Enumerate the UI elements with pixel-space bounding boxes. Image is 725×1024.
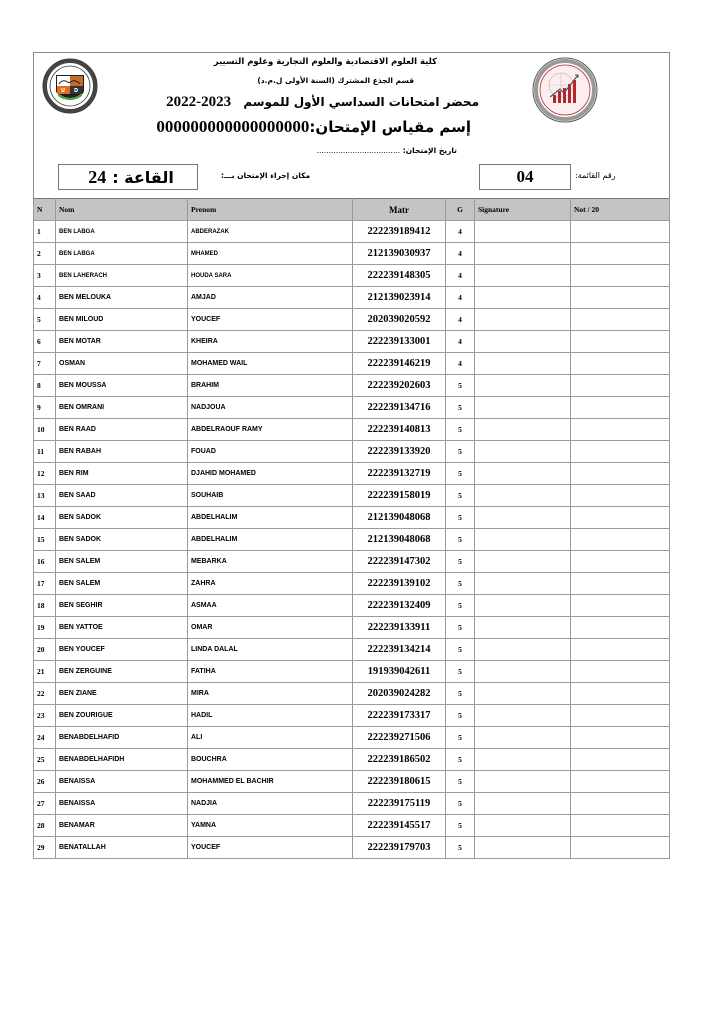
signature-cell[interactable] — [475, 287, 571, 309]
last-name: BEN SALEM — [56, 573, 188, 595]
row-number: 28 — [34, 815, 56, 837]
first-name: OMAR — [188, 617, 353, 639]
registration-number: 222239134214 — [353, 639, 446, 661]
table-row — [34, 573, 670, 595]
last-name: BEN YATTOE — [56, 617, 188, 639]
signature-cell[interactable] — [475, 353, 571, 375]
first-name: FOUAD — [188, 441, 353, 463]
row-number: 24 — [34, 727, 56, 749]
last-name: BEN MELOUKA — [56, 287, 188, 309]
row-number: 16 — [34, 551, 56, 573]
group-number: 4 — [446, 353, 475, 375]
row-number: 2 — [34, 243, 56, 265]
signature-cell[interactable] — [475, 551, 571, 573]
signature-cell[interactable] — [475, 837, 571, 859]
registration-number: 212139048068 — [353, 529, 446, 551]
registration-number: 212139048068 — [353, 507, 446, 529]
module-line — [156, 117, 471, 137]
signature-cell[interactable] — [475, 617, 571, 639]
last-name: BEN MOTAR — [56, 331, 188, 353]
table-row — [34, 727, 670, 749]
column-header-signature: Signature — [475, 199, 571, 221]
table-row — [34, 507, 670, 529]
registration-number: 222239271506 — [353, 727, 446, 749]
table-row — [34, 309, 670, 331]
group-number: 5 — [446, 507, 475, 529]
group-number: 5 — [446, 705, 475, 727]
last-name: BENATALLAH — [56, 837, 188, 859]
registration-number: 222239175119 — [353, 793, 446, 815]
faculty-emblem-icon — [530, 55, 600, 125]
group-number: 5 — [446, 617, 475, 639]
signature-cell[interactable] — [475, 243, 571, 265]
registration-number: 222239147302 — [353, 551, 446, 573]
table-row — [34, 793, 670, 815]
row-number: 22 — [34, 683, 56, 705]
registration-number: 222239189412 — [353, 221, 446, 243]
room-number: 24 — [88, 166, 107, 187]
list-number-label: رقم القائمة: — [575, 171, 616, 180]
group-number: 5 — [446, 837, 475, 859]
registration-number: 191939042611 — [353, 661, 446, 683]
column-header-grade: Not / 20 — [571, 199, 670, 221]
grade-cell[interactable] — [571, 793, 670, 815]
exam-place-label: مكان إجراء الإمتحان بـــ: — [221, 171, 311, 180]
row-number: 17 — [34, 573, 56, 595]
exam-date-label: تاريخ الإمتحان: — [402, 146, 457, 155]
academic-year: 2022-2023 — [166, 94, 232, 110]
signature-cell[interactable] — [475, 309, 571, 331]
registration-number: 222239139102 — [353, 573, 446, 595]
grade-cell[interactable] — [571, 265, 670, 287]
group-number: 5 — [446, 595, 475, 617]
signature-cell[interactable] — [475, 221, 571, 243]
table-row — [34, 529, 670, 551]
table-row — [34, 265, 670, 287]
faculty-name: كلية العلوم الاقتصادية والعلوم التجارية وعلوم التسيير — [213, 57, 437, 67]
row-number: 3 — [34, 265, 56, 287]
table-row — [34, 595, 670, 617]
group-number: 5 — [446, 485, 475, 507]
university-logo-icon — [42, 58, 98, 114]
last-name: BENAISSA — [56, 771, 188, 793]
room-box — [58, 164, 198, 190]
grade-cell[interactable] — [571, 309, 670, 331]
signature-cell[interactable] — [475, 397, 571, 419]
grade-cell[interactable] — [571, 441, 670, 463]
grade-cell[interactable] — [571, 771, 670, 793]
last-name: BEN OMRANI — [56, 397, 188, 419]
first-name: ASMAA — [188, 595, 353, 617]
table-row — [34, 617, 670, 639]
grade-cell[interactable] — [571, 551, 670, 573]
row-number: 23 — [34, 705, 56, 727]
table-row — [34, 661, 670, 683]
first-name: ABDERAZAK — [188, 221, 353, 243]
grade-cell[interactable] — [571, 463, 670, 485]
table-row — [34, 441, 670, 463]
table-row — [34, 353, 670, 375]
first-name: NADJIA — [188, 793, 353, 815]
group-number: 5 — [446, 683, 475, 705]
logo-letter-u: U — [61, 88, 66, 94]
registration-number: 222239140813 — [353, 419, 446, 441]
signature-cell[interactable] — [475, 419, 571, 441]
row-number: 20 — [34, 639, 56, 661]
table-row — [34, 419, 670, 441]
last-name: BEN SADOK — [56, 529, 188, 551]
row-number: 25 — [34, 749, 56, 771]
table-row — [34, 705, 670, 727]
grade-cell[interactable] — [571, 331, 670, 353]
room-label: القاعة : — [112, 167, 174, 187]
grade-cell[interactable] — [571, 287, 670, 309]
registration-number: 222239132719 — [353, 463, 446, 485]
row-number: 26 — [34, 771, 56, 793]
first-name: KHEIRA — [188, 331, 353, 353]
group-number: 4 — [446, 331, 475, 353]
first-name: MHAMED — [188, 243, 353, 265]
table-header-row — [34, 199, 670, 221]
table-row — [34, 287, 670, 309]
first-name: HADIL — [188, 705, 353, 727]
group-number: 5 — [446, 419, 475, 441]
table-row — [34, 221, 670, 243]
first-name: ABDELRAOUF RAMY — [188, 419, 353, 441]
signature-cell[interactable] — [475, 749, 571, 771]
row-number: 4 — [34, 287, 56, 309]
student-table — [33, 198, 670, 859]
first-name: YOUCEF — [188, 309, 353, 331]
table-row — [34, 837, 670, 859]
list-number: 04 — [516, 167, 534, 186]
grade-cell[interactable] — [571, 705, 670, 727]
minutes-title — [166, 94, 479, 111]
grade-cell[interactable] — [571, 749, 670, 771]
grade-cell[interactable] — [571, 837, 670, 859]
table-row — [34, 485, 670, 507]
sheet-header — [34, 53, 669, 199]
grade-cell[interactable] — [571, 727, 670, 749]
first-name: DJAHID MOHAMED — [188, 463, 353, 485]
last-name: BENABDELHAFID — [56, 727, 188, 749]
table-row — [34, 815, 670, 837]
last-name: BEN SADOK — [56, 507, 188, 529]
group-number: 5 — [446, 815, 475, 837]
signature-cell[interactable] — [475, 771, 571, 793]
last-name: BEN LABGA — [56, 243, 188, 265]
signature-cell[interactable] — [475, 441, 571, 463]
last-name: BEN RIM — [56, 463, 188, 485]
table-row — [34, 463, 670, 485]
grade-cell[interactable] — [571, 353, 670, 375]
last-name: BEN SEGHIR — [56, 595, 188, 617]
grade-cell[interactable] — [571, 529, 670, 551]
registration-number: 222239180615 — [353, 771, 446, 793]
first-name: ALI — [188, 727, 353, 749]
exam-date-value: ................................... — [316, 146, 401, 155]
registration-number: 222239133920 — [353, 441, 446, 463]
signature-cell[interactable] — [475, 815, 571, 837]
column-header-n: N — [34, 199, 56, 221]
registration-number: 222239146219 — [353, 353, 446, 375]
first-name: ZAHRA — [188, 573, 353, 595]
registration-number: 222239145517 — [353, 815, 446, 837]
first-name: MOHAMED WAIL — [188, 353, 353, 375]
first-name: FATIHA — [188, 661, 353, 683]
last-name: BEN SALEM — [56, 551, 188, 573]
row-number: 5 — [34, 309, 56, 331]
group-number: 5 — [446, 749, 475, 771]
first-name: BRAHIM — [188, 375, 353, 397]
last-name: BEN ZERGUINE — [56, 661, 188, 683]
last-name: BEN RAAD — [56, 419, 188, 441]
last-name: BEN MOUSSA — [56, 375, 188, 397]
signature-cell[interactable] — [475, 507, 571, 529]
registration-number: 212139030937 — [353, 243, 446, 265]
last-name: BEN ZIANE — [56, 683, 188, 705]
registration-number: 222239133911 — [353, 617, 446, 639]
table-row — [34, 683, 670, 705]
grade-cell[interactable] — [571, 617, 670, 639]
grade-cell[interactable] — [571, 573, 670, 595]
group-number: 5 — [446, 441, 475, 463]
first-name: YAMNA — [188, 815, 353, 837]
grade-cell[interactable] — [571, 815, 670, 837]
grade-cell[interactable] — [571, 243, 670, 265]
first-name: HOUDA SARA — [188, 265, 353, 287]
last-name: BEN LABGA — [56, 221, 188, 243]
grade-cell[interactable] — [571, 485, 670, 507]
registration-number: 222239173317 — [353, 705, 446, 727]
row-number: 11 — [34, 441, 56, 463]
column-header-nom: Nom — [56, 199, 188, 221]
signature-cell[interactable] — [475, 573, 571, 595]
table-body — [34, 221, 670, 859]
registration-number: 222239186502 — [353, 749, 446, 771]
first-name: MEBARKA — [188, 551, 353, 573]
grade-cell[interactable] — [571, 221, 670, 243]
table-row — [34, 243, 670, 265]
signature-cell[interactable] — [475, 639, 571, 661]
table-row — [34, 771, 670, 793]
department-name: قسم الجذع المشترك (السنة الأولى ل.م.د) — [257, 76, 414, 85]
group-number: 4 — [446, 309, 475, 331]
signature-cell[interactable] — [475, 529, 571, 551]
exam-sheet — [33, 52, 670, 199]
row-number: 14 — [34, 507, 56, 529]
last-name: BEN SAAD — [56, 485, 188, 507]
row-number: 9 — [34, 397, 56, 419]
group-number: 5 — [446, 397, 475, 419]
row-number: 15 — [34, 529, 56, 551]
registration-number: 202039020592 — [353, 309, 446, 331]
row-number: 18 — [34, 595, 56, 617]
signature-cell[interactable] — [475, 683, 571, 705]
signature-cell[interactable] — [475, 595, 571, 617]
group-number: 5 — [446, 529, 475, 551]
registration-number: 222239134716 — [353, 397, 446, 419]
group-number: 4 — [446, 243, 475, 265]
group-number: 5 — [446, 793, 475, 815]
first-name: MOHAMMED EL BACHIR — [188, 771, 353, 793]
minutes-title-text: محضر امتحانات السداسي الأول للموسم — [243, 95, 479, 109]
table-row — [34, 331, 670, 353]
group-number: 5 — [446, 727, 475, 749]
group-number: 5 — [446, 661, 475, 683]
row-number: 21 — [34, 661, 56, 683]
group-number: 5 — [446, 573, 475, 595]
first-name: BOUCHRA — [188, 749, 353, 771]
last-name: BEN MILOUD — [56, 309, 188, 331]
group-number: 5 — [446, 639, 475, 661]
group-number: 4 — [446, 265, 475, 287]
row-number: 19 — [34, 617, 56, 639]
signature-cell[interactable] — [475, 265, 571, 287]
grade-cell[interactable] — [571, 507, 670, 529]
signature-cell[interactable] — [475, 331, 571, 353]
table-row — [34, 639, 670, 661]
signature-cell[interactable] — [475, 661, 571, 683]
grade-cell[interactable] — [571, 683, 670, 705]
last-name: BEN ZOURIGUE — [56, 705, 188, 727]
column-header-group: G — [446, 199, 475, 221]
table-row — [34, 749, 670, 771]
first-name: AMJAD — [188, 287, 353, 309]
last-name: OSMAN — [56, 353, 188, 375]
registration-number: 222239133001 — [353, 331, 446, 353]
row-number: 8 — [34, 375, 56, 397]
registration-number: 222239132409 — [353, 595, 446, 617]
grade-cell[interactable] — [571, 375, 670, 397]
first-name: ABDELHALIM — [188, 529, 353, 551]
last-name: BEN RABAH — [56, 441, 188, 463]
grade-cell[interactable] — [571, 595, 670, 617]
first-name: LINDA DALAL — [188, 639, 353, 661]
grade-cell[interactable] — [571, 639, 670, 661]
column-header-matr: Matr — [353, 199, 446, 221]
list-number-box — [479, 164, 571, 190]
group-number: 5 — [446, 463, 475, 485]
last-name: BEN LAHERACH — [56, 265, 188, 287]
group-number: 4 — [446, 221, 475, 243]
row-number: 13 — [34, 485, 56, 507]
table-row — [34, 397, 670, 419]
grade-cell[interactable] — [571, 661, 670, 683]
group-number: 4 — [446, 287, 475, 309]
first-name: YOUCEF — [188, 837, 353, 859]
group-number: 5 — [446, 375, 475, 397]
registration-number: 222239158019 — [353, 485, 446, 507]
first-name: SOUHAIB — [188, 485, 353, 507]
first-name: NADJOUA — [188, 397, 353, 419]
logo-letter-d: D — [74, 88, 79, 94]
row-number: 1 — [34, 221, 56, 243]
grade-cell[interactable] — [571, 397, 670, 419]
signature-cell[interactable] — [475, 705, 571, 727]
group-number: 5 — [446, 771, 475, 793]
signature-cell[interactable] — [475, 793, 571, 815]
first-name: MIRA — [188, 683, 353, 705]
registration-number: 222239179703 — [353, 837, 446, 859]
table-row — [34, 375, 670, 397]
row-number: 10 — [34, 419, 56, 441]
grade-cell[interactable] — [571, 419, 670, 441]
registration-number: 222239148305 — [353, 265, 446, 287]
last-name: BENABDELHAFIDH — [56, 749, 188, 771]
column-header-prenom: Prenom — [188, 199, 353, 221]
row-number: 27 — [34, 793, 56, 815]
module-label: إسم مقياس الإمتحان: — [309, 118, 471, 136]
registration-number: 202039024282 — [353, 683, 446, 705]
signature-cell[interactable] — [475, 463, 571, 485]
registration-number: 222239202603 — [353, 375, 446, 397]
row-number: 6 — [34, 331, 56, 353]
signature-cell[interactable] — [475, 727, 571, 749]
table-row — [34, 551, 670, 573]
last-name: BENAMAR — [56, 815, 188, 837]
exam-date-line — [317, 146, 457, 155]
last-name: BENAISSA — [56, 793, 188, 815]
registration-number: 212139023914 — [353, 287, 446, 309]
module-value: 000000000000000000 — [156, 117, 310, 136]
group-number: 5 — [446, 551, 475, 573]
signature-cell[interactable] — [475, 485, 571, 507]
first-name: ABDELHALIM — [188, 507, 353, 529]
row-number: 7 — [34, 353, 56, 375]
row-number: 12 — [34, 463, 56, 485]
row-number: 29 — [34, 837, 56, 859]
last-name: BEN YOUCEF — [56, 639, 188, 661]
signature-cell[interactable] — [475, 375, 571, 397]
